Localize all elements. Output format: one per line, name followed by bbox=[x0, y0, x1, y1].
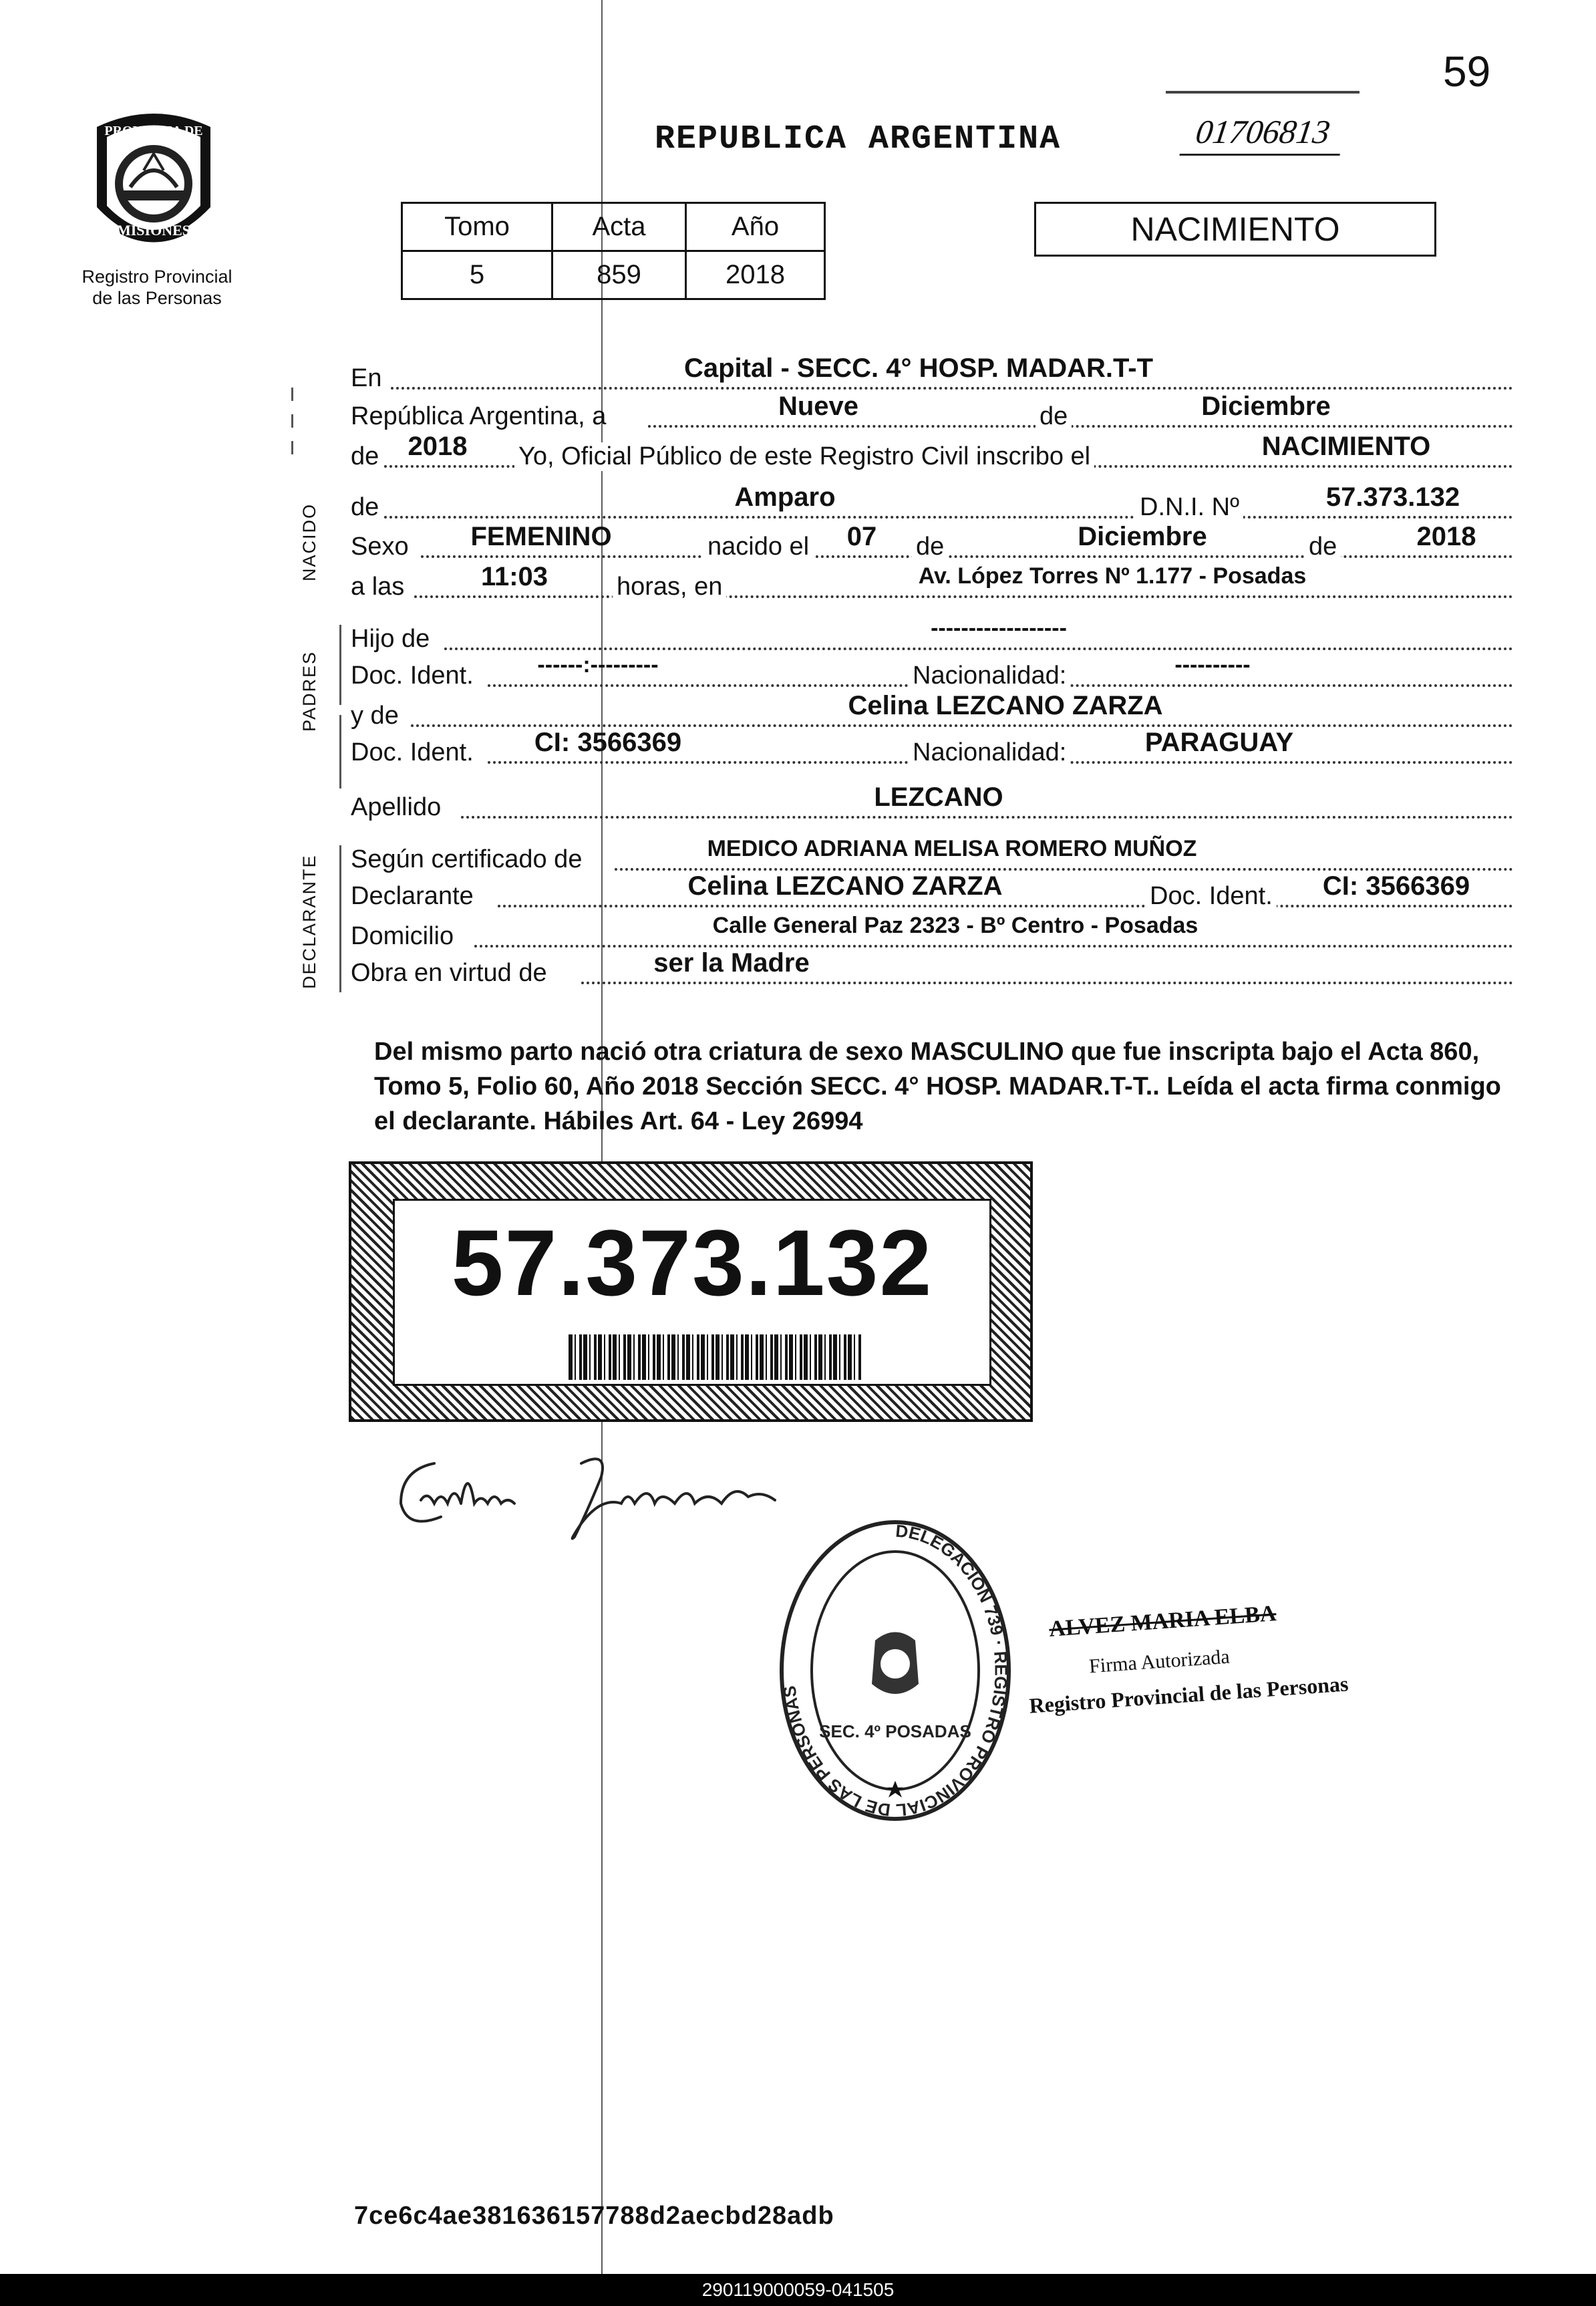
svg-text:PROVINCIA DE: PROVINCIA DE bbox=[104, 124, 203, 138]
authorized-signature-block bbox=[1028, 1601, 1363, 1737]
footer-bar bbox=[0, 2274, 1596, 2306]
value-declarante: Celina LEZCANO ZARZA bbox=[687, 871, 1003, 901]
seal-icon bbox=[77, 107, 230, 261]
footer-code: 290119000059-041505 bbox=[701, 2279, 895, 2300]
acta-header: Acta bbox=[552, 203, 686, 251]
registry-name-line1: Registro Provincial bbox=[82, 267, 232, 287]
serial-number: 01706813 bbox=[1179, 112, 1345, 156]
dotted-line bbox=[414, 595, 1513, 598]
value-dia: Nueve bbox=[778, 392, 859, 421]
acta-value: 859 bbox=[552, 251, 686, 299]
value-doc-declarante: CI: 3566369 bbox=[1322, 871, 1470, 901]
section-label-declarante: DECLARANTE bbox=[299, 854, 319, 989]
official-stamp bbox=[775, 1517, 1015, 1824]
dotted-line bbox=[421, 555, 1513, 558]
observation-paragraph: Del mismo parto nació otra criatura de sexo MASCULINO que fue inscripta bajo el Acta 860, Tomo 5, Folio 60, Año 2018 Sección SECC. 4° HOSP. MADAR.T-T.. Leída el acta firma conmigo el declarante. Hábiles Art. 64 - Ley 26994 bbox=[374, 1038, 1501, 1135]
value-nombre: Amparo bbox=[734, 482, 836, 512]
page-number: 59 bbox=[1443, 47, 1491, 96]
province-seal-logo bbox=[77, 107, 230, 261]
stamp-icon bbox=[775, 1517, 1015, 1824]
label-doc-ident2: Doc. Ident. bbox=[351, 738, 474, 766]
value-doc-padre: ------:--------- bbox=[537, 652, 659, 678]
svg-text:DELEGACION 739 · REGISTRO PROV: DELEGACION 739 · REGISTRO PROVINCIAL DE LAS PERSONAS bbox=[779, 1520, 1011, 1821]
value-nac-anio: 2018 bbox=[1416, 522, 1476, 551]
value-apellido: LEZCANO bbox=[874, 782, 1003, 812]
tomo-header: Tomo bbox=[402, 203, 552, 251]
value-sexo: FEMENINO bbox=[470, 522, 612, 551]
label-obra: Obra en virtud de bbox=[351, 959, 547, 987]
anio-header: Año bbox=[686, 203, 825, 251]
bracket-mark bbox=[291, 414, 293, 428]
value-obra: ser la Madre bbox=[653, 948, 810, 978]
value-mes: Diciembre bbox=[1201, 392, 1331, 421]
anio-value: 2018 bbox=[686, 251, 825, 299]
dotted-line bbox=[581, 982, 1513, 984]
value-anio: 2018 bbox=[408, 432, 468, 461]
authorized-role: Firma Autorizada bbox=[1088, 1645, 1231, 1678]
value-inscribo: NACIMIENTO bbox=[1261, 432, 1431, 461]
dotted-line bbox=[615, 868, 1513, 871]
bracket-mark bbox=[291, 388, 293, 401]
dni-sticker bbox=[349, 1161, 1033, 1422]
bracket-mark bbox=[339, 715, 341, 788]
value-certificado: MEDICO ADRIANA MELISA ROMERO MUÑOZ bbox=[707, 836, 1197, 861]
label-domicilio: Domicilio bbox=[351, 922, 454, 950]
label-nacionalidad2: Nacionalidad: bbox=[909, 738, 1070, 767]
label-doc-ident: Doc. Ident. bbox=[351, 662, 474, 690]
dotted-line bbox=[498, 905, 1513, 907]
label-dni: D.N.I. Nº bbox=[1136, 493, 1243, 522]
value-hijo-de: ------------------ bbox=[931, 615, 1067, 641]
label-de2: de bbox=[351, 442, 379, 470]
authorized-name: ALVEZ MARIA ELBA bbox=[1048, 1601, 1277, 1642]
label-doc-ident3: Doc. Ident. bbox=[1146, 882, 1277, 911]
value-madre: Celina LEZCANO ZARZA bbox=[848, 691, 1163, 720]
section-label-padres: PADRES bbox=[299, 650, 319, 732]
authorized-registry: Registro Provincial de las Personas bbox=[1028, 1671, 1349, 1718]
label-a-las: a las bbox=[351, 573, 405, 601]
registry-name-line2: de las Personas bbox=[92, 288, 222, 308]
svg-text:MISIONES: MISIONES bbox=[116, 222, 191, 239]
serial-top-line bbox=[1166, 91, 1360, 94]
record-table bbox=[401, 202, 826, 300]
dotted-line bbox=[411, 724, 1513, 727]
label-sexo: Sexo bbox=[351, 533, 409, 561]
dotted-line bbox=[384, 516, 1513, 519]
bracket-mark bbox=[291, 441, 293, 454]
bracket-mark bbox=[339, 845, 341, 992]
value-hora: 11:03 bbox=[480, 562, 548, 591]
value-nac-mes: Diciembre bbox=[1078, 522, 1207, 551]
dotted-line bbox=[391, 387, 1513, 390]
bracket-mark bbox=[339, 625, 341, 705]
label-de: de bbox=[1035, 402, 1072, 431]
svg-text:SEC. 4º POSADAS: SEC. 4º POSADAS bbox=[819, 1721, 971, 1741]
label-de3: de bbox=[351, 493, 379, 521]
dotted-line bbox=[444, 647, 1513, 650]
section-label-nacido: NACIDO bbox=[299, 502, 319, 581]
value-domicilio: Calle General Paz 2323 - Bº Centro - Posadas bbox=[712, 913, 1199, 938]
country-title: REPUBLICA ARGENTINA bbox=[655, 120, 1062, 158]
label-republica: República Argentina, a bbox=[351, 402, 607, 430]
label-horas-en: horas, en bbox=[613, 573, 726, 601]
dotted-line bbox=[461, 816, 1513, 819]
label-apellido: Apellido bbox=[351, 793, 442, 821]
label-de5: de bbox=[1305, 533, 1341, 561]
value-doc-madre: CI: 3566369 bbox=[534, 728, 682, 757]
dotted-line bbox=[648, 425, 1513, 428]
value-lugar: Av. López Torres Nº 1.177 - Posadas bbox=[918, 563, 1307, 589]
tomo-value: 5 bbox=[402, 251, 552, 299]
signature-icon bbox=[381, 1437, 822, 1544]
barcode bbox=[569, 1334, 862, 1380]
label-y-de: y de bbox=[351, 702, 399, 730]
record-type: NACIMIENTO bbox=[1034, 202, 1436, 257]
value-dni: 57.373.132 bbox=[1325, 482, 1460, 512]
label-yo: Yo, Oficial Público de este Registro Civil inscribo el bbox=[514, 442, 1094, 471]
label-declarante: Declarante bbox=[351, 882, 474, 910]
label-en: En bbox=[351, 364, 382, 392]
label-hijo-de: Hijo de bbox=[351, 625, 430, 653]
handwritten-signature bbox=[381, 1437, 822, 1544]
value-nac-madre: PARAGUAY bbox=[1144, 728, 1294, 757]
label-certificado: Según certificado de bbox=[351, 845, 583, 873]
registry-name bbox=[60, 266, 254, 309]
document-hash: 7ce6c4ae381636157788d2aecbd28adb bbox=[354, 2202, 834, 2230]
value-en: Capital - SECC. 4° HOSP. MADAR.T-T bbox=[683, 353, 1153, 383]
value-nac-dia: 07 bbox=[846, 522, 877, 551]
dotted-line bbox=[474, 945, 1513, 948]
label-de4: de bbox=[912, 533, 948, 561]
value-nac-padre: ---------- bbox=[1174, 652, 1251, 678]
label-nacionalidad: Nacionalidad: bbox=[909, 662, 1070, 690]
dni-sticker-inner bbox=[393, 1199, 991, 1386]
dni-sticker-number: 57.373.132 bbox=[451, 1210, 933, 1315]
label-nacido-el: nacido el bbox=[703, 533, 813, 561]
